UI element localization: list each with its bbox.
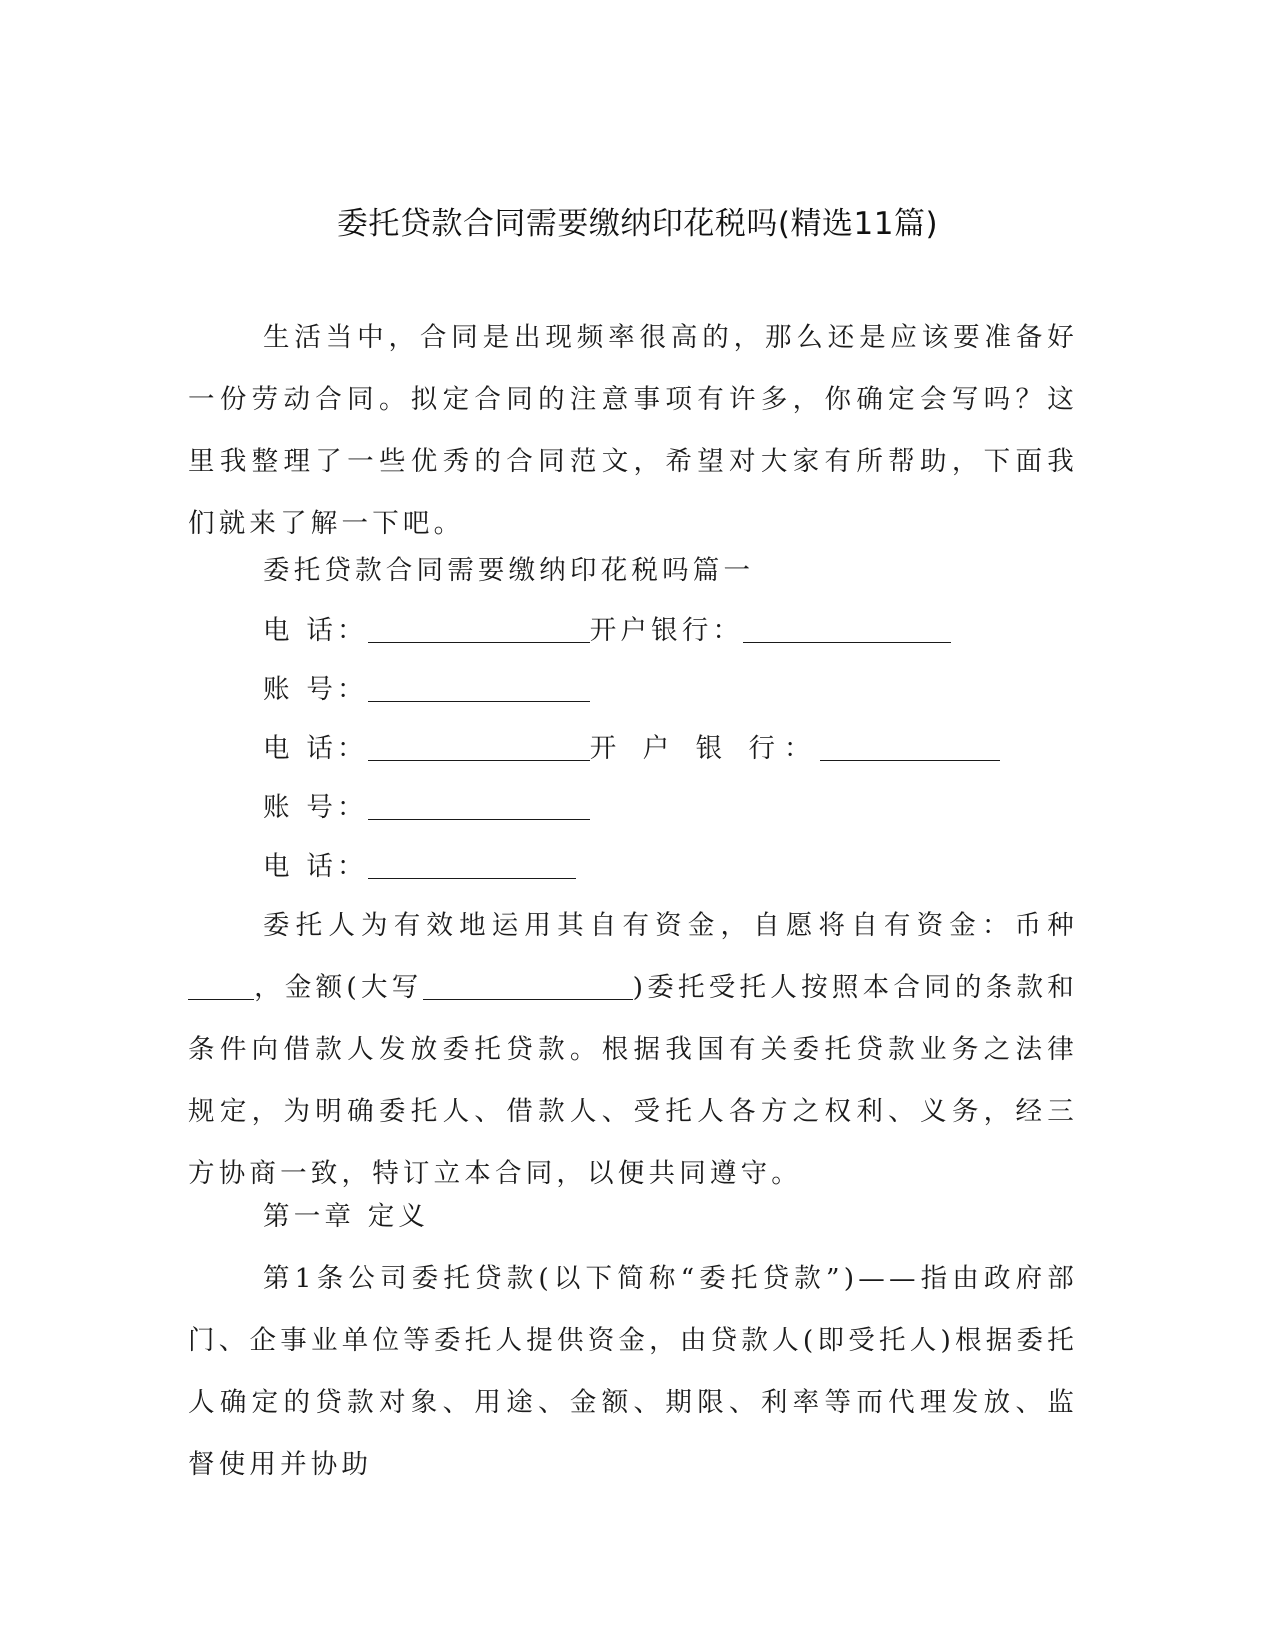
- phone-blank[interactable]: [368, 612, 590, 643]
- entrust-text-rest: )委托受托人按照本合同的条款和条件向借款人发放委托贷款。根据我国有关委托贷款业务之法律规定，为明确委托人、借款人、受托人各方之权利、义务，经三方协商一致，特订立本合同，以便共同遵守。: [188, 972, 1078, 1189]
- phone-row-3: [263, 847, 576, 887]
- phone-bank-row-1: [263, 611, 951, 651]
- account-blank[interactable]: [368, 671, 590, 702]
- phone-label: 电 话：: [263, 615, 368, 646]
- account-label: 账 号：: [263, 674, 368, 705]
- entrust-paragraph: [188, 895, 1078, 1205]
- phone-label: 电 话：: [263, 733, 368, 764]
- document-title: 委托贷款合同需要缴纳印花税吗(精选11篇): [336, 206, 939, 242]
- bank-blank[interactable]: [820, 730, 1000, 761]
- article-paragraph: 第1条公司委托贷款(以下简称“委托贷款”)——指由政府部门、企事业单位等委托人提供资金，由贷款人(即受托人)根据委托人确定的贷款对象、用途、金额、期限、利率等而代理发放、监督使用并协助: [188, 1263, 1078, 1480]
- phone-label: 电 话：: [263, 851, 368, 882]
- phone-bank-row-2: [263, 729, 1000, 769]
- section-heading: 委托贷款合同需要缴纳印花税吗篇一: [263, 555, 755, 586]
- currency-blank[interactable]: [188, 969, 254, 1000]
- intro-paragraph: 生活当中，合同是出现频率很高的，那么还是应该要准备好一份劳动合同。拟定合同的注意事项有许多，你确定会写吗？这里我整理了一些优秀的合同范文，希望对大家有所帮助，下面我们就来了解一下吧。: [188, 322, 1078, 539]
- entrust-text-start: 委托人为有效地运用其自有资金，自愿将自有资金：币种: [263, 910, 1078, 941]
- account-row-2: [263, 788, 590, 828]
- account-blank[interactable]: [368, 789, 590, 820]
- chapter-heading: 第一章 定义: [263, 1201, 430, 1232]
- phone-blank[interactable]: [368, 848, 576, 879]
- bank-label: 开 户 银 行：: [589, 733, 820, 764]
- bank-blank[interactable]: [743, 612, 951, 643]
- amount-blank[interactable]: [423, 969, 633, 1000]
- account-row-1: [263, 670, 590, 710]
- bank-label: 开户银行：: [589, 615, 744, 646]
- entrust-amount-label: ，金额(大写: [254, 972, 423, 1003]
- phone-blank[interactable]: [368, 730, 590, 761]
- account-label: 账 号：: [263, 792, 368, 823]
